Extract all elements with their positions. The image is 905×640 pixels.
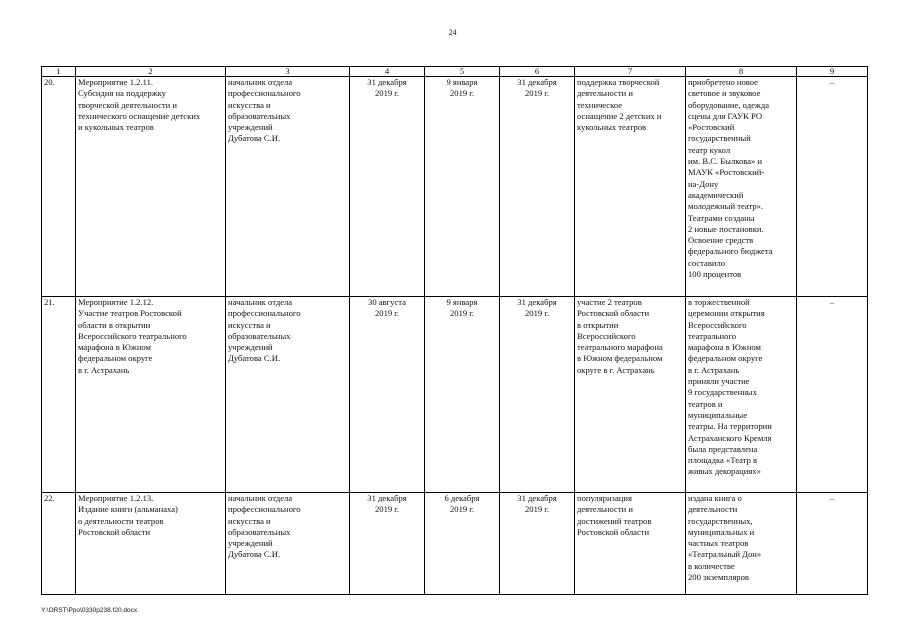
event-name: Мероприятие 1.2.12. Участие театров Ростовской области в открытии Всероссийского театрального марафона в Южном федеральном округе в г. Астрахань bbox=[76, 297, 226, 493]
planned-result: поддержка творческой деятельности и техническое оснащение 2 детских и кукольных театров bbox=[575, 77, 686, 297]
header-col-4: 4 bbox=[350, 67, 425, 77]
responsible-person: начальник отдела профессионального искусства и образовательных учреждений Дубатова С.И. bbox=[226, 297, 350, 493]
table-row bbox=[42, 297, 868, 493]
page-number: 24 bbox=[448, 28, 457, 37]
file-path-footer: Y:\ORST\Ppo\0330p238.f20.docx bbox=[41, 607, 138, 614]
header-col-5: 5 bbox=[425, 67, 500, 77]
header-col-6: 6 bbox=[500, 67, 575, 77]
actual-end-date: 31 декабря 2019 г. bbox=[500, 77, 575, 297]
header-col-7: 7 bbox=[575, 67, 686, 77]
header-col-1: 1 bbox=[42, 67, 76, 77]
planned-result: популяризация деятельности и достижений театров Ростовской области bbox=[575, 493, 686, 595]
table-row bbox=[42, 77, 868, 297]
actual-end-date: 31 декабря 2019 г. bbox=[500, 493, 575, 595]
actual-start-date: 6 декабря 2019 г. bbox=[425, 493, 500, 595]
row-number: 20. bbox=[42, 77, 76, 297]
table-row bbox=[42, 493, 868, 595]
header-col-3: 3 bbox=[226, 67, 350, 77]
planned-end-date: 31 декабря 2019 г. bbox=[350, 493, 425, 595]
actual-start-date: 9 января 2019 г. bbox=[425, 297, 500, 493]
actual-result: приобретено новое световое и звуковое оборудование, одежда сцены для ГАУК РО «Ростовский государственный театр кукол им. В.С. Былкова» и МАУК «Ростовский- на-Дону академический молодежный театр». Театрами созданы 2 новые постановки. Освоение средств федерального бюджета составило 100 процентов bbox=[686, 77, 797, 297]
row-number: 22. bbox=[42, 493, 76, 595]
actual-start-date: 9 января 2019 г. bbox=[425, 77, 500, 297]
deviation-reasons: – bbox=[797, 77, 868, 297]
planned-result: участие 2 театров Ростовской области в открытии Всероссийского театрального марафона в Южном федеральном округе в г. Астрахань bbox=[575, 297, 686, 493]
event-name: Мероприятие 1.2.13. Издание книги (альманаха) о деятельности театров Ростовской области bbox=[76, 493, 226, 595]
header-col-8: 8 bbox=[686, 67, 797, 77]
row-number: 21. bbox=[42, 297, 76, 493]
report-table bbox=[41, 66, 868, 595]
event-name: Мероприятие 1.2.11. Субсидия на поддержку творческой деятельности и технического оснащение детских и кукольных театров bbox=[76, 77, 226, 297]
planned-end-date: 31 декабря 2019 г. bbox=[350, 77, 425, 297]
actual-result: издана книга о деятельности государственных, муниципальных и частных театров «Театральный Дон» в количестве 200 экземпляров bbox=[686, 493, 797, 595]
table-header-row bbox=[42, 67, 868, 77]
actual-result: в торжественной церемонии открытия Всероссийского театрального марафона в Южном федеральном округе в г. Астрахань приняли участие 9 государственных театров и муниципальные театры. На территории Астраханского Кремля была представлена площадка «Театр в живых декорациях» bbox=[686, 297, 797, 493]
planned-end-date: 30 августа 2019 г. bbox=[350, 297, 425, 493]
header-col-9: 9 bbox=[797, 67, 868, 77]
deviation-reasons: – bbox=[797, 493, 868, 595]
deviation-reasons: – bbox=[797, 297, 868, 493]
header-col-2: 2 bbox=[76, 67, 226, 77]
responsible-person: начальник отдела профессионального искусства и образовательных учреждений Дубатова С.И. bbox=[226, 77, 350, 297]
responsible-person: начальник отдела профессионального искусства и образовательных учреждений Дубатова С.И. bbox=[226, 493, 350, 595]
actual-end-date: 31 декабря 2019 г. bbox=[500, 297, 575, 493]
